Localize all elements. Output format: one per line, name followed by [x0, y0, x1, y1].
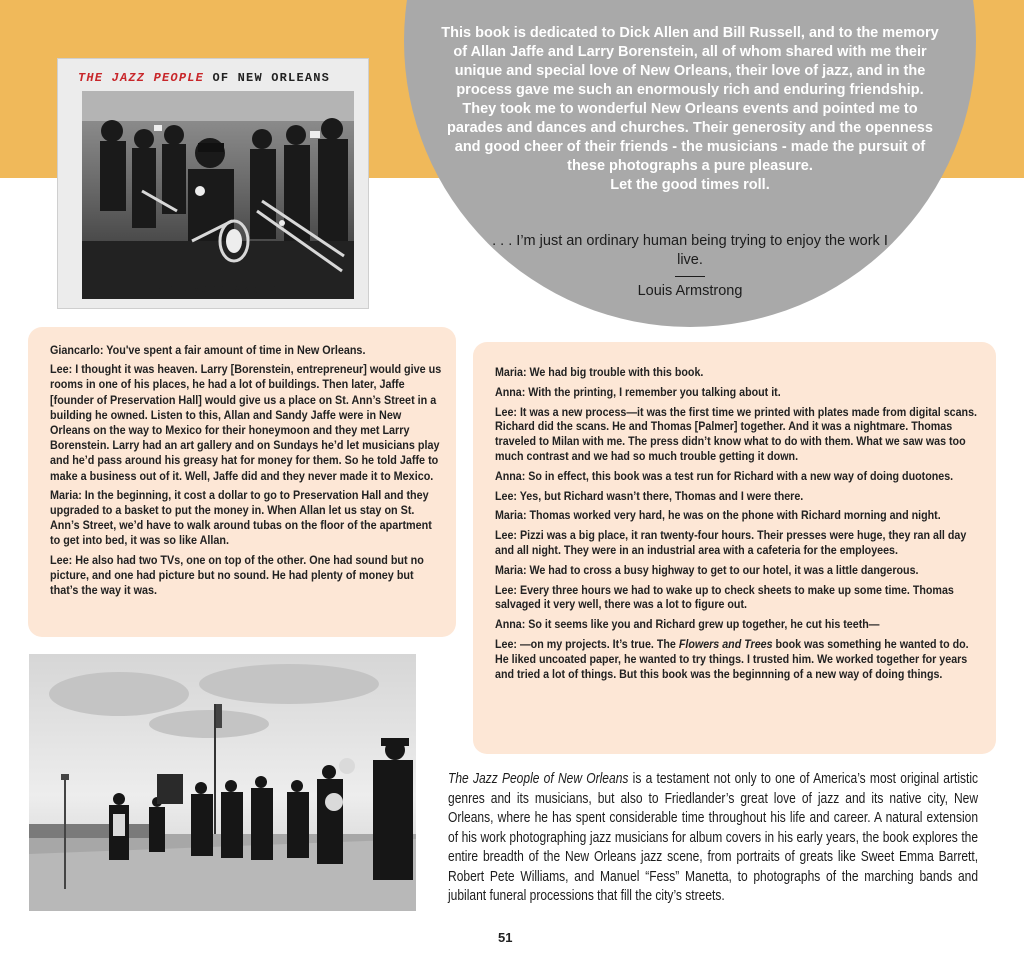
marching-band-photo — [29, 654, 416, 911]
interview-right-para: Lee: Pizzi was a big place, it ran twenty-four hours. Their presses were huge, they ran all day and all night. They were in an industrial area with a cafeteria for the employees. — [495, 530, 967, 557]
quote-author: Louis Armstrong — [637, 283, 743, 299]
quote-text: . . . I’m just an ordinary human being trying to enjoy the work I live. — [492, 233, 888, 268]
interview-right-para: Lee: It was a new process—it was the first time we printed with plates made from digital scans. Richard did the scans. He and Thomas [Palmer] together. And it was a nightmare. Thomas traveled to Milan with me. The press didn’t know what to do with them. What we saw was too much contrast and we had so much trouble getting it down. — [495, 406, 978, 463]
interview-left-para: Giancarlo: You've spent a fair amount of time in New Orleans. — [50, 343, 366, 357]
quote-divider — [675, 276, 705, 277]
interview-left-para: Lee: He also had two TVs, one on top of the other. One had sound but no picture, and one had picture but no sound. He had plenty of money but that’s the way it was. — [50, 552, 424, 598]
dedication — [440, 24, 940, 195]
description-text: is a testament not only to one of America’s most original artistic genres and its musicians, but also to Friedlander’s great love of jazz and its native city, New Orleans, where he has spent considerable time throughout his life and career. A natural extension of his work photographing jazz musicians for album covers in his early years, the book explores the entire breadth of the New Orleans jazz scene, from portraits of greats like Sweet Emma Barrett, Robert Pete Williams, and Manuel “Fess” Manetta, to photographs of the marching bands and jubilant funeral processions that fill the city’s streets. — [448, 771, 979, 904]
interview-box-left — [28, 327, 456, 637]
interview-right-para: Lee: Every three hours we had to wake up to check sheets to make up some time. Thomas salvaged it very well, there was a lot to figure out. — [495, 584, 954, 612]
book-description — [448, 770, 978, 907]
book-cover — [57, 58, 369, 309]
interview-right-para: Anna: With the printing, I remember you talking about it. — [495, 386, 781, 399]
armstrong-quote — [490, 232, 890, 301]
page-number: 51 — [498, 930, 513, 945]
dedication-closing: Let the good times roll. — [610, 177, 770, 193]
interview-left-para: Lee: I thought it was heaven. Larry [Borenstein, entrepreneur] would give us rooms in one of his places, he had a lot of buildings. Then later, Jaffe [founder of Preservation Hall] would give us a place on St. Ann’s Street in a building he owned. Listen to this, Allan and Sandy Jaffe were in New Orleans on the way to Mexico for their honeymoon and they met Larry Borenstein. Larry had an art gallery and on Sundays he’d let musicians play and he’d pass around his greasy hat for money for them. So he told Jaffe to make a business out of it. Well, Jaffe did and they never made it to Mexico. — [50, 362, 442, 483]
interview-right-para: Lee: Yes, but Richard wasn’t there, Thomas and I were there. — [495, 490, 804, 503]
last-para-start: Lee: —on my projects. It’s true. The — [495, 638, 679, 651]
flowers-and-trees-title: Flowers and Trees — [678, 638, 773, 651]
interview-right-para: Maria: We had big trouble with this book. — [495, 367, 704, 379]
interview-box-right — [473, 342, 996, 754]
dedication-text: This book is dedicated to Dick Allen and Bill Russell, and to the memory of Allan Jaffe and Larry Borenstein, all of whom shared with me their unique and special love of New Orleans, their love of jazz, and in the process gave me such an enormously rich and enduring friendship. They took me to wonderful New Orleans events and pointed me to parades and dances and churches. Their generosity and the openness and good cheer of their friends - the musicians - made the pursuit of these photographs a pure pleasure. — [441, 25, 939, 174]
interview-right-para: Anna: So it seems like you and Richard grew up together, he cut his teeth— — [495, 619, 880, 632]
last-para-end: book was something he wanted to do. He liked uncoated paper, he wanted to try things. I trusted him. We worked together for years and tried a lot of things. But this book was the beginnning of a new way of doing things. — [495, 638, 969, 681]
cover-title-red: THE JAZZ PEOPLE — [78, 71, 205, 85]
interview-right-para: Anna: So in effect, this book was a test run for Richard with a new way of doing duotones. — [495, 470, 954, 483]
interview-left-para: Maria: In the beginning, it cost a dollar to go to Preservation Hall and they upgraded to a basket to put the money in. When Allan let us stay on St. Ann’s Street, we’d have to walk around tubas on the floor of the apartment to get into bed, it was so like Allan. — [50, 487, 432, 548]
cover-photo-brass-band — [82, 91, 354, 299]
interview-right-para: Maria: We had to cross a busy highway to get to our hotel, it was a little dangerous. — [495, 564, 919, 577]
cover-title — [78, 71, 330, 85]
interview-right-para: Maria: Thomas worked very hard, he was on the phone with Richard morning and night. — [495, 510, 941, 523]
cover-author: LEE FRIEDLANDER — [148, 285, 278, 297]
cover-title-rest: OF NEW ORLEANS — [212, 71, 331, 85]
book-title: The Jazz People of New Orleans — [448, 771, 629, 787]
interview-right-last-para — [495, 638, 984, 682]
